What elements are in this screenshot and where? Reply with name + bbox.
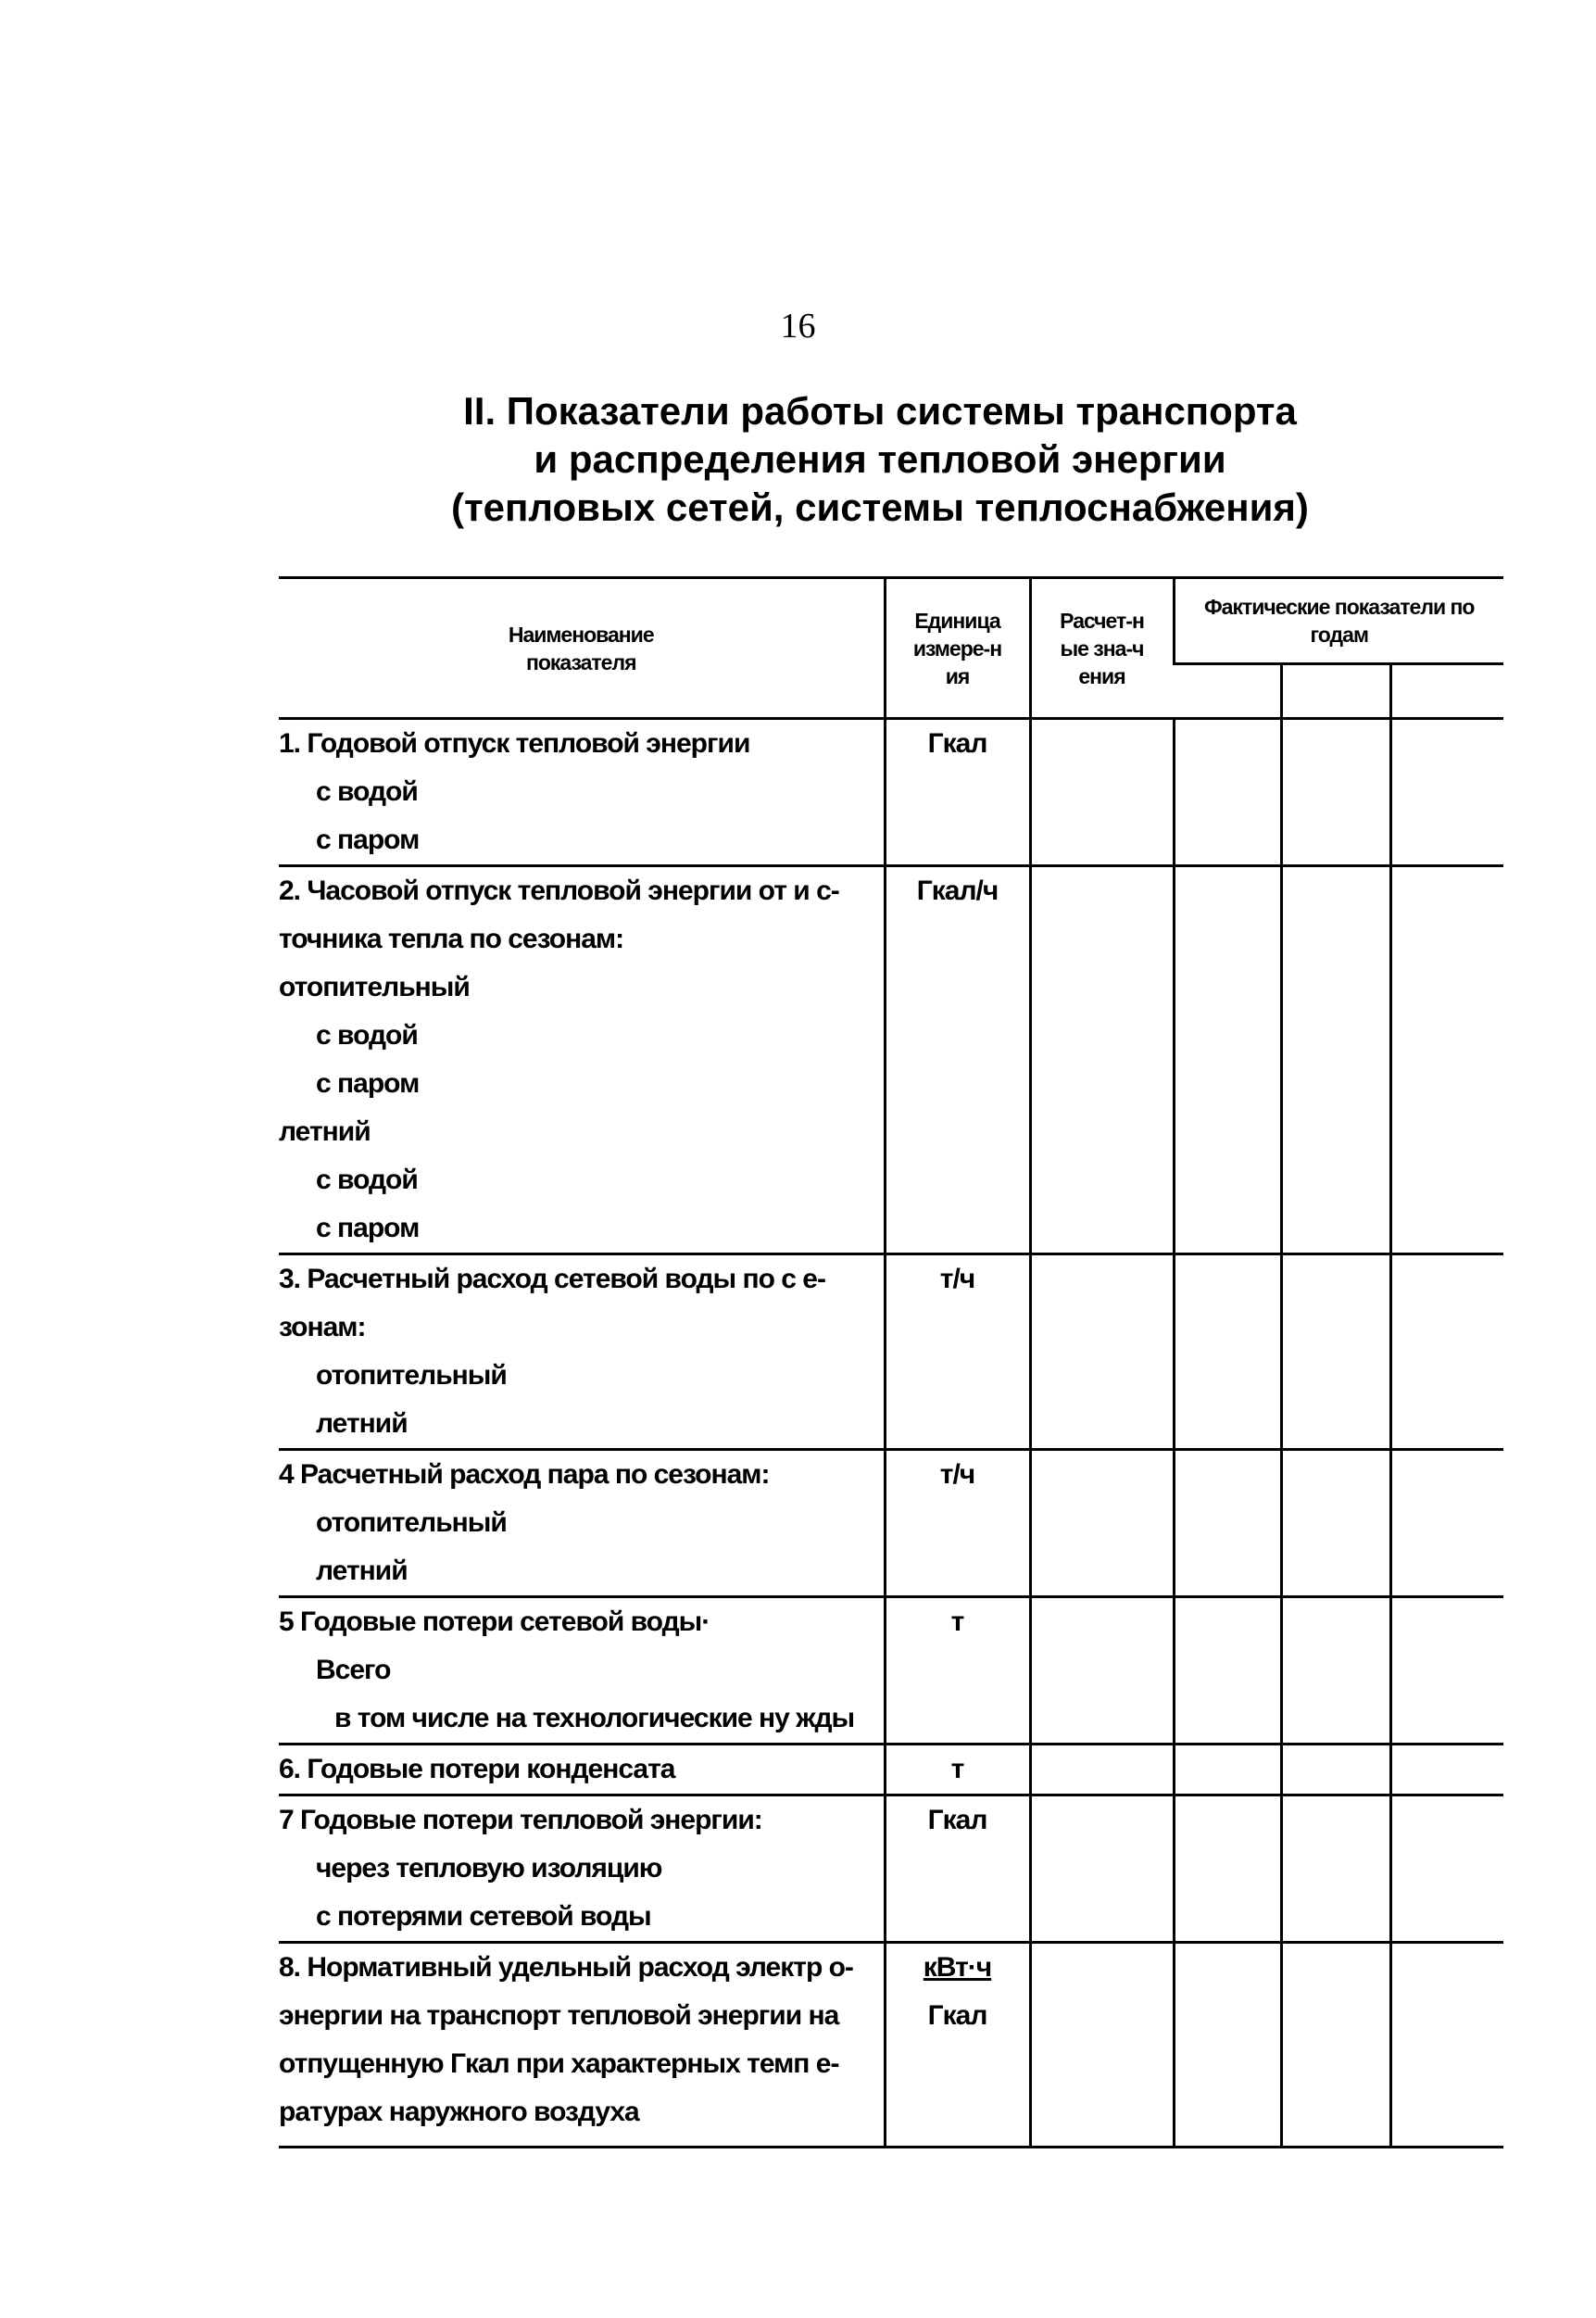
table-row xyxy=(279,1597,1503,1745)
row-year-cell xyxy=(1390,1450,1503,1597)
row-unit: т xyxy=(885,1745,1030,1795)
table-row xyxy=(279,1795,1503,1943)
table-row xyxy=(279,719,1503,866)
row-calc-cell xyxy=(1030,1450,1174,1597)
row-calc-cell xyxy=(1030,1254,1174,1450)
row-name xyxy=(279,866,885,1254)
row-line: с потерями сетевой воды xyxy=(316,1901,651,1932)
row-line: с паром xyxy=(316,1068,420,1099)
title-line-3: (тепловых сетей, системы теплоснабжения) xyxy=(451,485,1309,529)
table-row xyxy=(279,866,1503,1254)
row-year-cell xyxy=(1174,866,1281,1254)
row-line: отпущенную Гкал при характерных темп е- xyxy=(279,2048,839,2079)
row-line: энергии на транспорт тепловой энергии на xyxy=(279,2000,839,2031)
title-line-1: II. Показатели работы системы транспорта xyxy=(463,389,1297,433)
indicators-table xyxy=(279,576,1503,2148)
row-line: 1. Годовой отпуск тепловой энергии xyxy=(279,728,750,759)
row-unit: т/ч xyxy=(885,1254,1030,1450)
row-unit: Гкал/ч xyxy=(885,866,1030,1254)
row-year-cell xyxy=(1390,1254,1503,1450)
row-line: через тепловую изоляцию xyxy=(316,1853,662,1883)
row-line: с паром xyxy=(316,825,420,855)
row-unit: т xyxy=(885,1597,1030,1745)
row-year-cell xyxy=(1390,1943,1503,2148)
row-line: 3. Расчетный расход сетевой воды по с е- xyxy=(279,1264,825,1294)
row-calc-cell xyxy=(1030,1795,1174,1943)
row-year-cell xyxy=(1390,1795,1503,1943)
row-year-cell xyxy=(1174,719,1281,866)
unit-numerator: кВт·ч xyxy=(923,1952,992,1983)
row-line: 2. Часовой отпуск тепловой энергии от и с- xyxy=(279,876,839,906)
row-year-cell xyxy=(1281,1943,1390,2148)
row-line: с водой xyxy=(316,1165,418,1195)
row-year-cell xyxy=(1174,1745,1281,1795)
title-line-2: и распределения тепловой энергии xyxy=(534,437,1226,481)
header-year-2 xyxy=(1281,664,1390,719)
row-line: Всего xyxy=(316,1655,391,1685)
row-year-cell xyxy=(1281,1450,1390,1597)
row-year-cell xyxy=(1174,1943,1281,2148)
row-line: летний xyxy=(316,1556,408,1586)
row-calc-cell xyxy=(1030,1943,1174,2148)
row-line: в том числе на технологические ну жды xyxy=(334,1703,855,1733)
row-line: отопительный xyxy=(316,1507,507,1538)
table-row xyxy=(279,1943,1503,2148)
row-year-cell xyxy=(1174,1450,1281,1597)
row-line: 6. Годовые потери конденсата xyxy=(279,1754,675,1784)
section-title xyxy=(278,387,1482,532)
header-year-1 xyxy=(1174,664,1281,719)
row-year-cell xyxy=(1281,719,1390,866)
header-actual-by-year: Фактические показатели по годам xyxy=(1174,578,1503,664)
row-unit: Гкал xyxy=(885,719,1030,866)
row-year-cell xyxy=(1174,1597,1281,1745)
row-line: с водой xyxy=(316,1020,418,1051)
page-number: 16 xyxy=(780,307,816,346)
row-line: ратурах наружного воздуха xyxy=(279,2097,639,2127)
row-name xyxy=(279,719,885,866)
row-line: с паром xyxy=(316,1213,420,1243)
row-calc-cell xyxy=(1030,719,1174,866)
row-year-cell xyxy=(1281,1745,1390,1795)
row-year-cell xyxy=(1281,1597,1390,1745)
row-unit: т/ч xyxy=(885,1450,1030,1597)
row-name xyxy=(279,1943,885,2148)
row-name xyxy=(279,1795,885,1943)
row-line: зонам: xyxy=(279,1312,366,1342)
row-year-cell xyxy=(1390,866,1503,1254)
row-year-cell xyxy=(1390,1745,1503,1795)
row-calc-cell xyxy=(1030,866,1174,1254)
row-year-cell xyxy=(1281,866,1390,1254)
row-year-cell xyxy=(1174,1254,1281,1450)
row-line: 7 Годовые потери тепловой энергии: xyxy=(279,1805,762,1835)
row-calc-cell xyxy=(1030,1597,1174,1745)
table-row xyxy=(279,1254,1503,1450)
header-year-3 xyxy=(1390,664,1503,719)
row-name xyxy=(279,1745,885,1795)
row-calc-cell xyxy=(1030,1745,1174,1795)
row-name xyxy=(279,1254,885,1450)
header-unit: Единица измере-ния xyxy=(885,578,1030,719)
row-unit xyxy=(885,1943,1030,2148)
row-line: отопительный xyxy=(316,1360,507,1391)
table-row xyxy=(279,1745,1503,1795)
row-year-cell xyxy=(1174,1795,1281,1943)
row-line: летний xyxy=(279,1116,371,1147)
row-name xyxy=(279,1450,885,1597)
header-calc: Расчет-ные зна-чения xyxy=(1030,578,1174,719)
row-line: точника тепла по сезонам: xyxy=(279,924,624,954)
row-line: 8. Нормативный удельный расход электр о- xyxy=(279,1952,853,1983)
row-year-cell xyxy=(1281,1795,1390,1943)
row-name xyxy=(279,1597,885,1745)
unit-denominator: Гкал xyxy=(927,2000,987,2031)
row-line: 5 Годовые потери сетевой воды· xyxy=(279,1606,710,1637)
header-name: Наименование показателя xyxy=(279,578,885,719)
row-year-cell xyxy=(1390,719,1503,866)
row-unit: Гкал xyxy=(885,1795,1030,1943)
row-line: 4 Расчетный расход пара по сезонам: xyxy=(279,1459,770,1490)
row-line: летний xyxy=(316,1408,408,1439)
table-row xyxy=(279,1450,1503,1597)
row-year-cell xyxy=(1390,1597,1503,1745)
row-line: с водой xyxy=(316,776,418,807)
row-line: отопительный xyxy=(279,972,470,1002)
row-year-cell xyxy=(1281,1254,1390,1450)
